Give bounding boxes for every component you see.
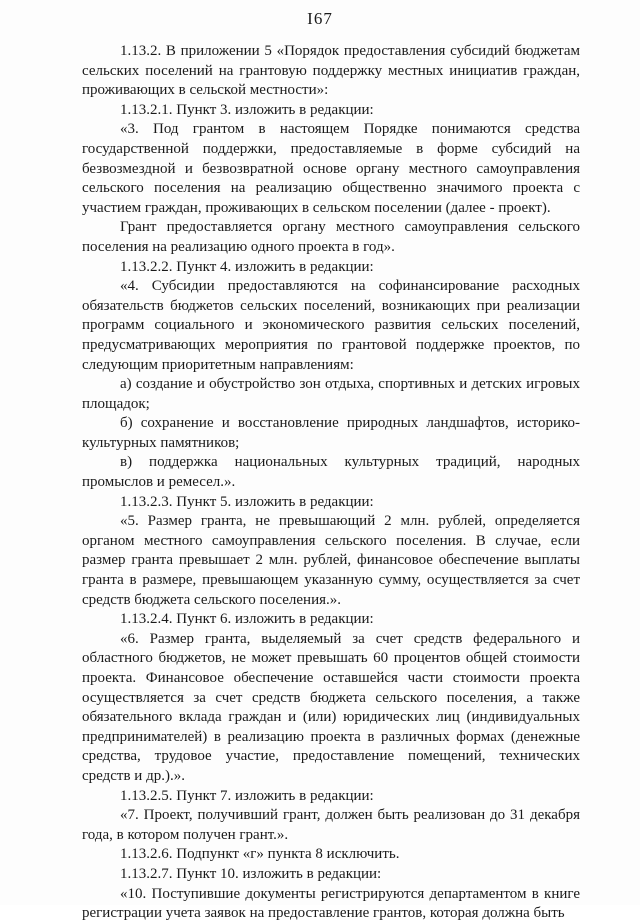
clause-5-text: «5. Размер гранта, не превышающий 2 млн. рублей, определяется органом местного самоуправления сельского поселения. В случае, если размер гранта превышает 2 млн. рублей, финансовое обеспечение выплаты гранта в размере, превышающем указанную сумму, осуществляется за счет средств бюджета сельского поселения.». (82, 513, 580, 608)
clause-7-text: «7. Проект, получивший грант, должен быть реализован до 31 декабря года, в котором получен грант.». (82, 807, 580, 843)
paragraph-1-13-2-2: 1.13.2.2. Пункт 4. изложить в редакции: (120, 258, 374, 275)
clause-4-item-c: в) поддержка национальных культурных традиций, народных промыслов и ремесел.». (82, 454, 580, 491)
clause-3-grant-text: Грант предоставляется органу местного самоуправления сельского поселения на реализацию одного проекта в год». (82, 219, 580, 255)
paragraph-1-13-2-4: 1.13.2.4. Пункт 6. изложить в редакции: (120, 611, 374, 628)
paragraph-1-13-2-7: 1.13.2.7. Пункт 10. изложить в редакции: (120, 865, 382, 882)
paragraph-1-13-2-1: 1.13.2.1. Пункт 3. изложить в редакции: (120, 101, 374, 118)
paragraph-1-13-2-5: 1.13.2.5. Пункт 7. изложить в редакции: (120, 787, 374, 804)
paragraph-1-13-2-3: 1.13.2.3. Пункт 5. изложить в редакции: (120, 493, 374, 510)
clause-4-item-a: а) создание и обустройство зон отдыха, спортивных и детских игровых площадок; (82, 376, 580, 412)
clause-6-text: «6. Размер гранта, выделяемый за счет средств федерального и областного бюджетов, не может превышать 60 процентов общей стоимости проекта. Финансовое обеспечение оставшейся части стоимости проекта осуществляется за счет средств бюджета сельского поселения, а также обязательного вклада граждан и (или) юридических лиц (индивидуальных предпринимателей) в реализацию проекта в различных формах (денежные средства, трудовое участие, предоставление помещений, технических средств и др.).». (82, 630, 580, 784)
paragraph-1-13-2-6: 1.13.2.6. Подпункт «г» пункта 8 исключить. (120, 846, 400, 863)
clause-10-text: «10. Поступившие документы регистрируются департаментом в книге регистрации учета заявок на предоставление грантов, которая должна быть (82, 885, 580, 922)
paragraph-1-13-2: 1.13.2. В приложении 5 «Порядок предоставления субсидий бюджетам сельских поселений на грантовую поддержку местных инициатив граждан, проживающих в сельской местности»: (82, 43, 580, 99)
clause-4-item-b: б) сохранение и восстановление природных ландшафтов, историко-культурных памятников; (82, 415, 580, 451)
clause-4-text: «4. Субсидии предоставляются на софинансирование расходных обязательств бюджетов сельских поселений, возникающих при реализации программ социального и экономического развития сельских поселений, предусматривающих мероприятия по грантовой поддержке проектов, по следующим приоритетным направлениям: (82, 278, 580, 373)
clause-3-text: «3. Под грантом в настоящем Порядке понимаются средства государственной поддержки, предоставляемые в форме субсидий на безвозмездной и безвозвратной основе органу местного самоуправления сельского поселения на реализацию общественно значимого проекта с участием граждан, проживающих в сельском поселении (далее - проект). (82, 121, 580, 216)
document-body (82, 42, 580, 924)
page-number: I67 (307, 9, 333, 28)
